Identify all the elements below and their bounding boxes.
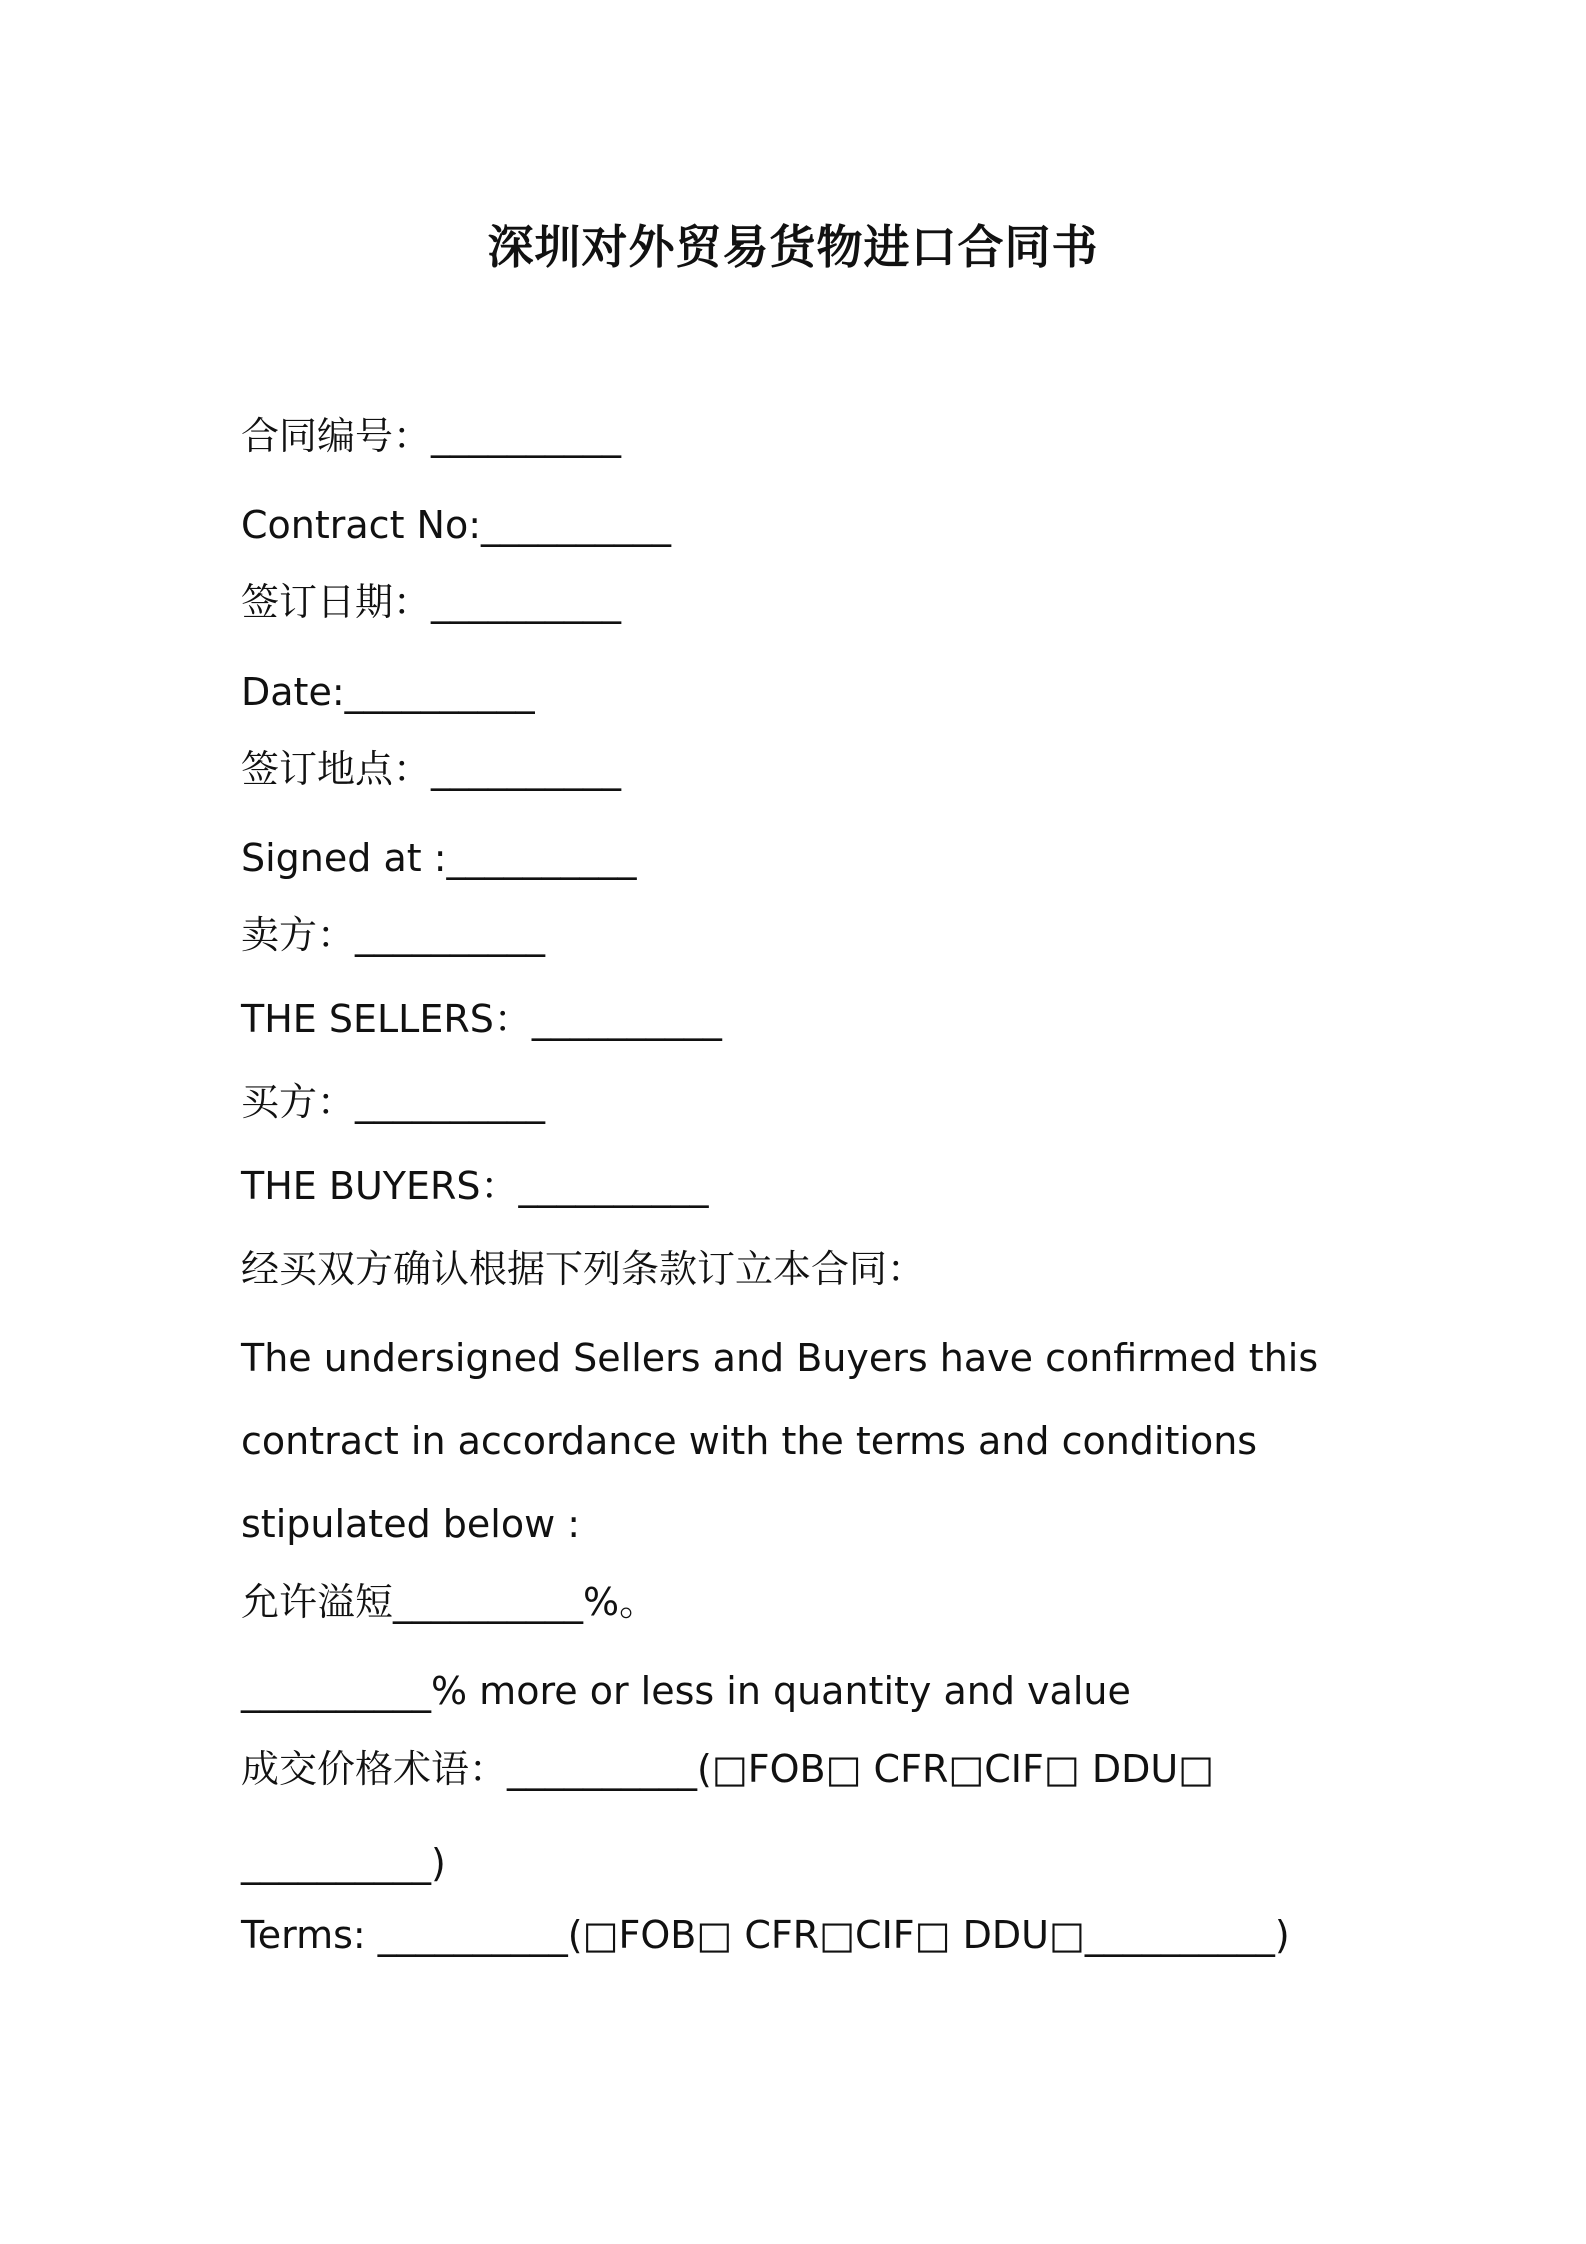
sign-date-cn: 签订日期：__________ xyxy=(241,580,622,624)
tolerance-cn: 允许溢短__________%。 xyxy=(241,1580,658,1624)
agreement-intro-en-line1: The undersigned Sellers and Buyers have confirmed this xyxy=(241,1336,1319,1380)
document-title: 深圳对外贸易货物进口合同书 xyxy=(487,220,1099,274)
seller-cn: 卖方：__________ xyxy=(241,913,546,957)
tolerance-en: __________% more or less in quantity and value xyxy=(241,1669,1131,1713)
sign-place-cn: 签订地点：__________ xyxy=(241,747,622,791)
contract-number-cn: 合同编号：__________ xyxy=(241,414,622,458)
sign-date-en: Date:__________ xyxy=(241,670,535,714)
agreement-intro-en-line3: stipulated below : xyxy=(241,1502,581,1546)
price-terms-en: Terms: __________(□FOB□ CFR□CIF□ DDU□__________) xyxy=(241,1913,1290,1957)
contract-number-en: Contract No:__________ xyxy=(241,503,672,547)
price-terms-cn-line1: 成交价格术语：__________(□FOB□ CFR□CIF□ DDU□ xyxy=(241,1747,1215,1791)
seller-en: THE SELLERS：__________ xyxy=(241,997,722,1041)
buyer-en: THE BUYERS：__________ xyxy=(241,1164,709,1208)
agreement-intro-cn: 经买双方确认根据下列条款订立本合同： xyxy=(241,1247,926,1291)
sign-place-en: Signed at :__________ xyxy=(241,836,637,880)
price-terms-cn-line2: __________) xyxy=(241,1841,446,1885)
buyer-cn: 买方：__________ xyxy=(241,1080,546,1124)
agreement-intro-en-line2: contract in accordance with the terms and conditions xyxy=(241,1419,1258,1463)
